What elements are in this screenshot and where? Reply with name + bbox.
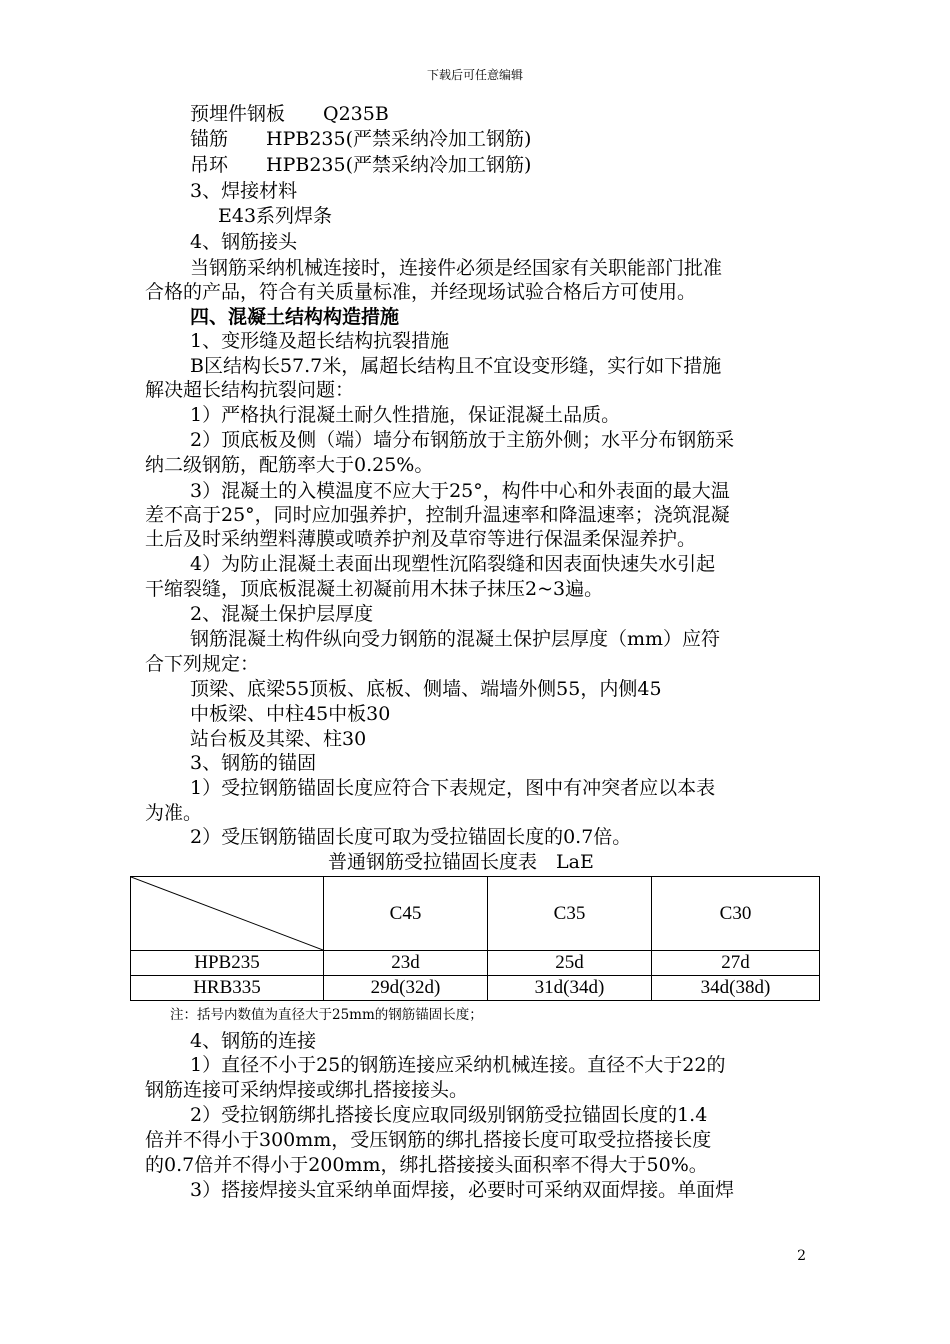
text-line: E43系列焊条	[218, 205, 333, 227]
text-line: 1）严格执行混凝土耐久性措施，保证混凝土品质。	[190, 404, 621, 426]
text-line: 中板梁、中柱45中板30	[190, 703, 391, 725]
column-header: C35	[488, 877, 652, 951]
table-caption: 普通钢筋受拉锚固长度表 LaE	[328, 851, 594, 873]
table-cell: 27d	[652, 951, 820, 976]
table-header-row	[131, 877, 820, 951]
column-header: C30	[652, 877, 820, 951]
text-line: 吊环 HPB235(严禁采纳冷加工钢筋)	[190, 154, 532, 176]
text-line: 3）混凝土的入模温度不应大于25°，构件中心和外表面的最大温	[190, 480, 730, 502]
table-row	[131, 976, 820, 1001]
text-line: 解决超长结构抗裂问题：	[145, 379, 355, 401]
page-number: 2	[797, 1248, 806, 1264]
text-line: 2、混凝土保护层厚度	[190, 603, 374, 625]
text-line: 1）直径不小于25的钢筋连接应采纳机械连接。直径不大于22的	[190, 1054, 726, 1076]
text-line: 的0.7倍并不得小于200mm，绑扎搭接接头面积率不得大于50%。	[145, 1154, 708, 1176]
table-row	[131, 951, 820, 976]
diagonal-line-icon	[131, 877, 323, 950]
table-cell: 25d	[488, 951, 652, 976]
text-line: 1）受拉钢筋锚固长度应符合下表规定，图中有冲突者应以本表	[190, 777, 716, 799]
text-line: 顶梁、底梁55顶板、底板、侧墙、端墙外侧55，内侧45	[190, 678, 662, 700]
table-note: 注：括号内数值为直径大于25mm的钢筋锚固长度；	[170, 1007, 483, 1023]
section-heading: 四、混凝土结构构造措施	[190, 306, 400, 328]
table-cell: 23d	[324, 951, 488, 976]
text-line: 2）受压钢筋锚固长度可取为受拉锚固长度的0.7倍。	[190, 826, 632, 848]
text-line: 2）受拉钢筋绑扎搭接长度应取同级别钢筋受拉锚固长度的1.4	[190, 1104, 708, 1126]
text-line: 钢筋混凝土构件纵向受力钢筋的混凝土保护层厚度（mm）应符	[190, 628, 721, 650]
text-line: 4、钢筋的连接	[190, 1030, 317, 1052]
text-line: 4、钢筋接头	[190, 231, 298, 253]
text-line: 干缩裂缝，顶底板混凝土初凝前用木抹子抹压2~3遍。	[145, 578, 604, 600]
text-line: 2）顶底板及侧（端）墙分布钢筋放于主筋外侧；水平分布钢筋采	[190, 429, 735, 451]
text-line: 预埋件钢板 Q235B	[190, 103, 389, 125]
page-header: 下载后可任意编辑	[426, 68, 523, 82]
text-line: 3、钢筋的锚固	[190, 752, 317, 774]
table-cell: 31d(34d)	[488, 976, 652, 1001]
text-line: 锚筋 HPB235(严禁采纳冷加工钢筋)	[190, 128, 532, 150]
row-label: HPB235	[131, 951, 324, 976]
text-line: 站台板及其梁、柱30	[190, 728, 367, 750]
diagonal-corner-cell	[131, 877, 324, 951]
text-line: 差不高于25°，同时应加强养护，控制升温速率和降温速率；浇筑混凝	[145, 504, 730, 526]
text-line: B区结构长57.7米，属超长结构且不宜设变形缝，实行如下措施	[190, 355, 722, 377]
text-line: 钢筋连接可采纳焊接或绑扎搭接接头。	[145, 1079, 469, 1101]
anchorage-length-table	[130, 876, 820, 1001]
text-line: 3）搭接焊接头宜采纳单面焊接，必要时可采纳双面焊接。单面焊	[190, 1179, 735, 1201]
text-line: 4）为防止混凝土表面出现塑性沉陷裂缝和因表面快速失水引起	[190, 553, 716, 575]
table-cell: 29d(32d)	[324, 976, 488, 1001]
row-label: HRB335	[131, 976, 324, 1001]
text-line: 3、焊接材料	[190, 180, 298, 202]
text-line: 当钢筋采纳机械连接时，连接件必须是经国家有关职能部门批准	[190, 257, 723, 279]
text-line: 为准。	[145, 802, 203, 824]
text-line: 1、变形缝及超长结构抗裂措施	[190, 330, 450, 352]
text-line: 倍并不得小于300mm，受压钢筋的绑扎搭接长度可取受拉搭接长度	[145, 1129, 712, 1151]
text-line: 纳二级钢筋，配筋率大于0.25%。	[145, 454, 434, 476]
text-line: 合格的产品，符合有关质量标准，并经现场试验合格后方可使用。	[145, 281, 697, 303]
table-cell: 34d(38d)	[652, 976, 820, 1001]
text-line: 土后及时采纳塑料薄膜或喷养护剂及草帘等进行保温柔保湿养护。	[145, 528, 697, 550]
text-line: 合下列规定：	[145, 653, 260, 675]
column-header: C45	[324, 877, 488, 951]
